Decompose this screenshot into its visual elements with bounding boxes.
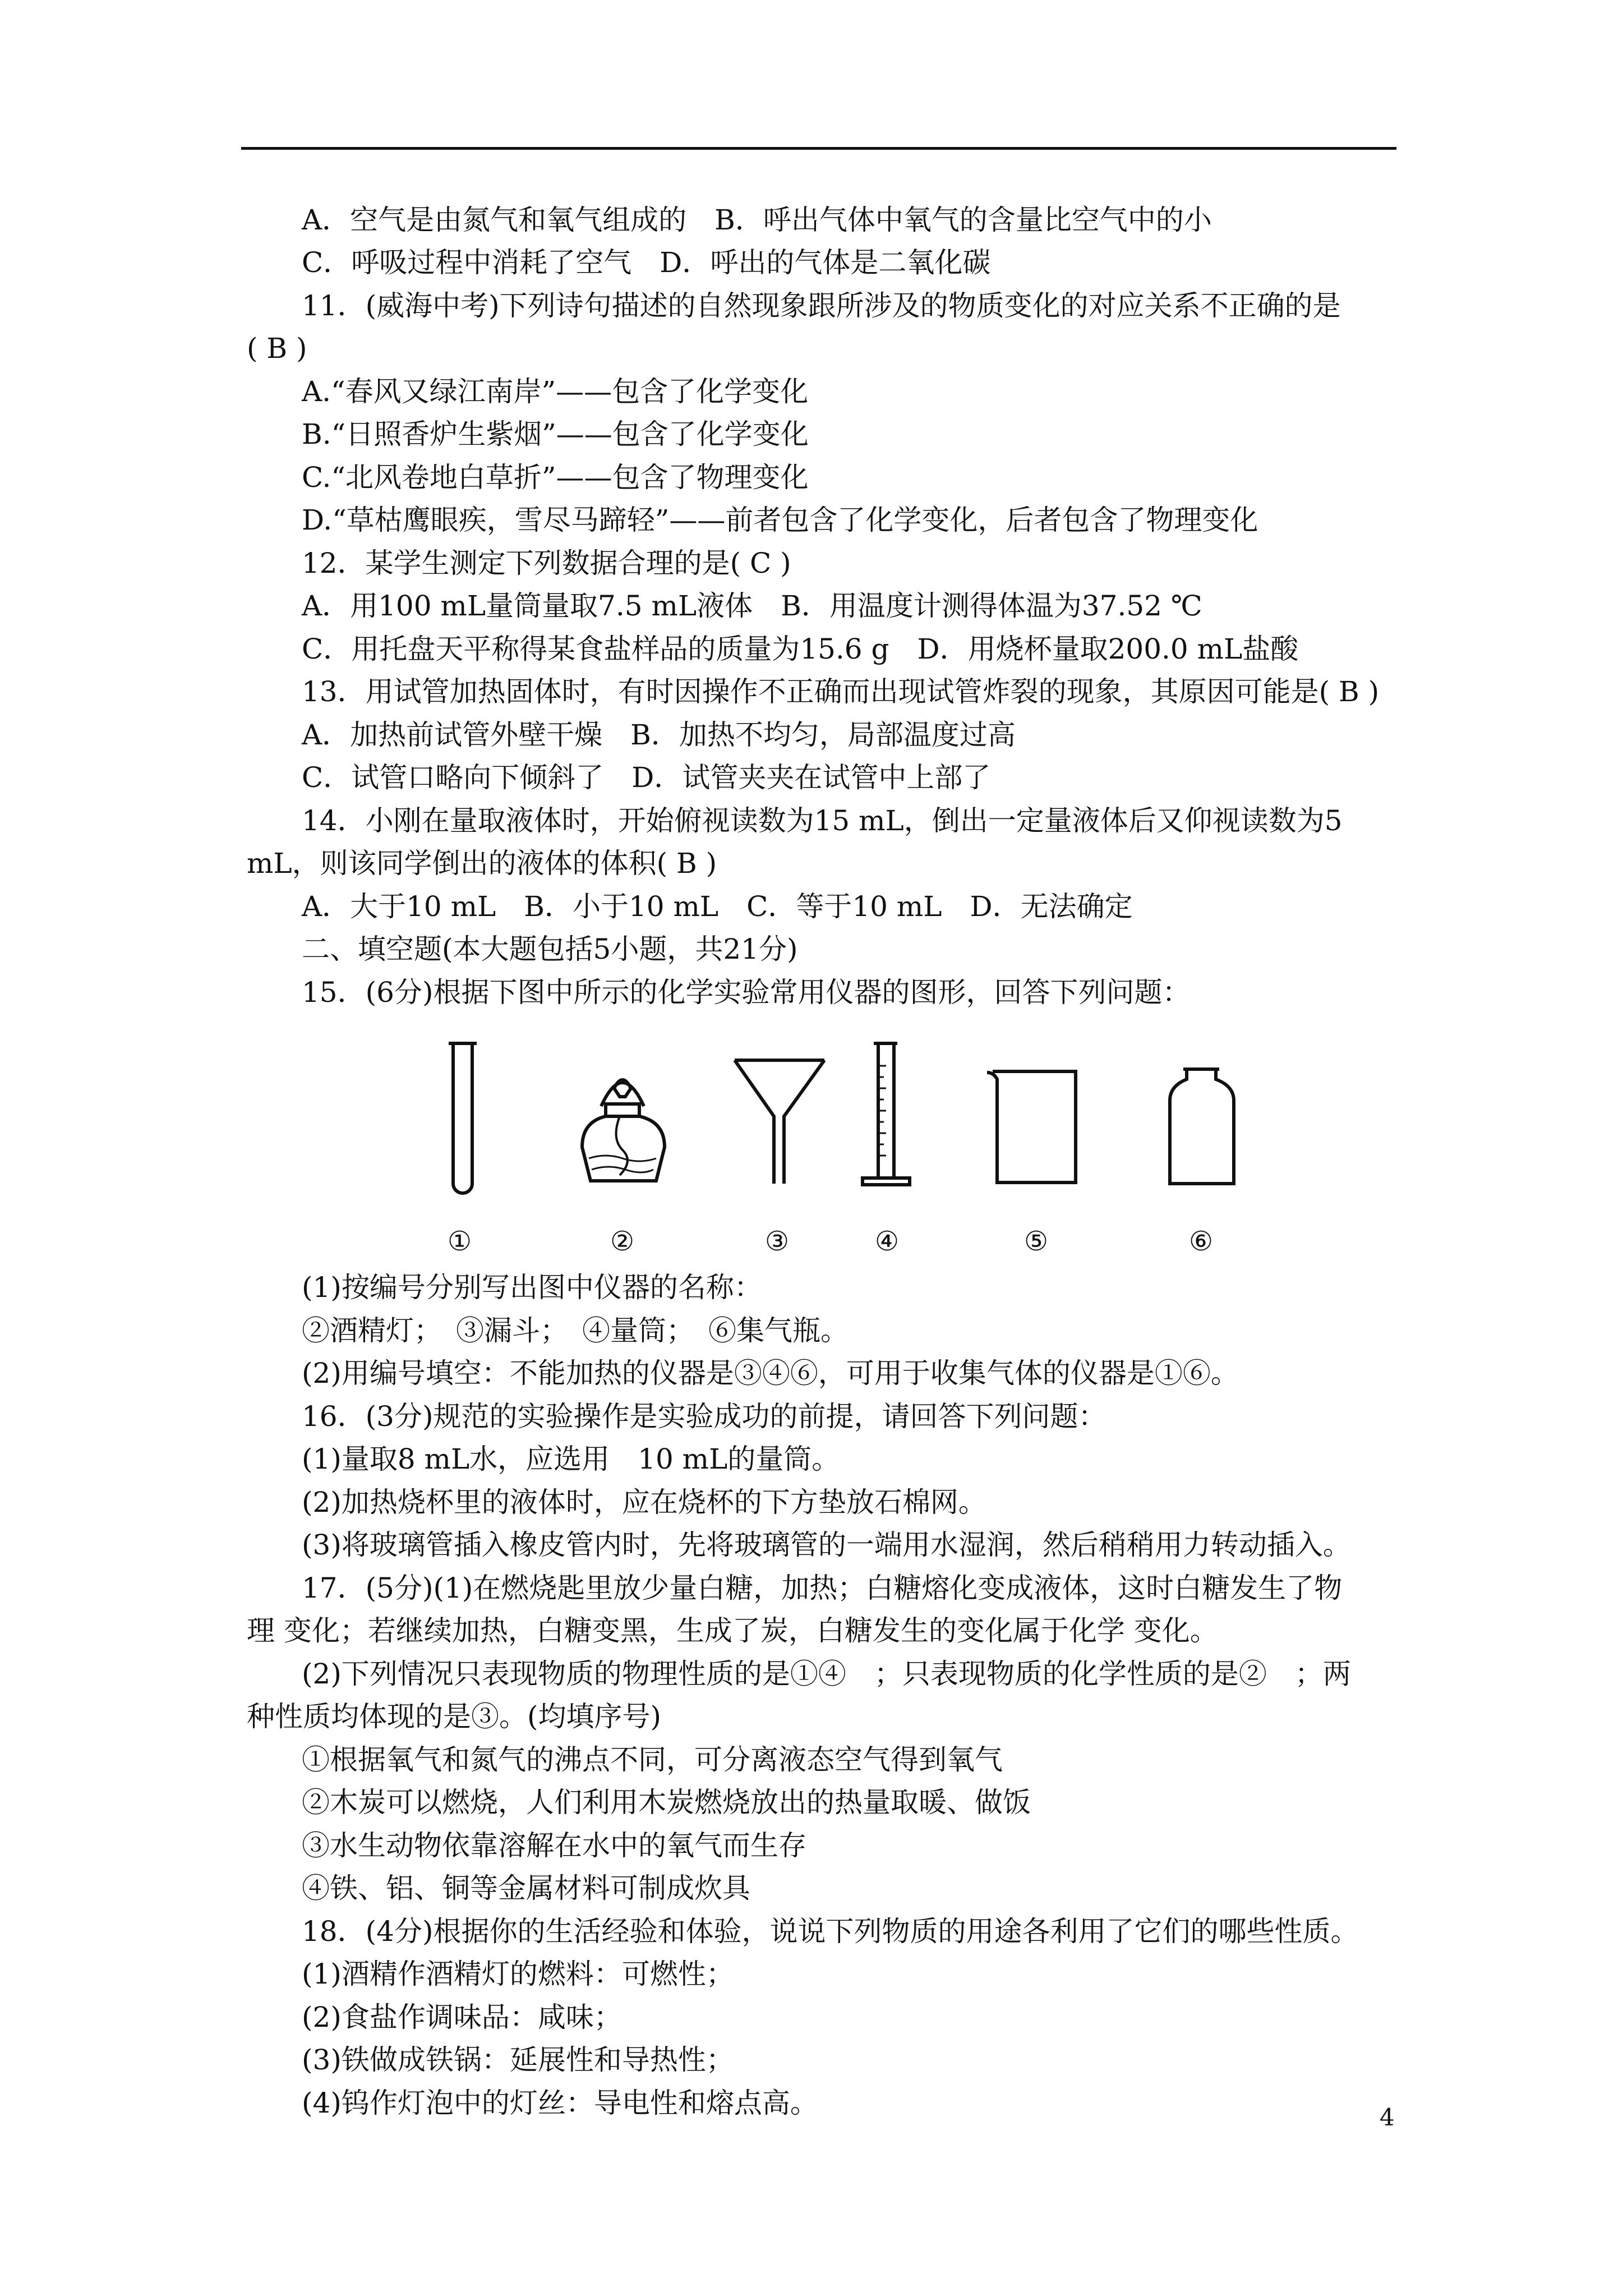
figure-label: ⑤ xyxy=(1024,1226,1049,1257)
text-line: (2)用编号填空：不能加热的仪器是③④⑥，可用于收集气体的仪器是①⑥。 xyxy=(302,1357,1239,1389)
text-line: 二、填空题(本大题包括5小题，共21分) xyxy=(302,933,798,965)
graduated-cylinder-icon xyxy=(863,1043,910,1185)
text-line: C．用托盘天平称得某食盐样品的质量为15.6 g D．用烧杯量取200.0 mL盐酸 xyxy=(302,633,1299,665)
text-line: mL，则该同学倒出的液体的体积( B ) xyxy=(247,847,717,880)
text-line: 13．用试管加热固体时，有时因操作不正确而出现试管炸裂的现象，其原因可能是( B ) xyxy=(302,675,1380,708)
text-line: ( B ) xyxy=(247,332,307,365)
text-line: A．加热前试管外壁干燥 B．加热不均匀，局部温度过高 xyxy=(302,719,1016,751)
text-line: C.“北风卷地白草折”——包含了物理变化 xyxy=(302,461,809,494)
text-line: (1)酒精作酒精灯的燃料：可燃性； xyxy=(302,1958,734,1990)
text-line: D.“草枯鹰眼疾，雪尽马蹄轻”——前者包含了化学变化，后者包含了物理变化 xyxy=(302,504,1258,536)
text-line: ②木炭可以燃烧，人们利用木炭燃烧放出的热量取暖、做饭 xyxy=(302,1786,1031,1819)
test-tube-icon xyxy=(449,1043,477,1193)
text-line: (4)钨作灯泡中的灯丝：导电性和熔点高。 xyxy=(302,2087,818,2119)
gas-jar-icon xyxy=(1170,1069,1234,1184)
text-line: B.“日照香炉生紫烟”——包含了化学变化 xyxy=(302,418,809,450)
text-line: 12．某学生测定下列数据合理的是( C ) xyxy=(302,547,791,579)
text-line: C．试管口略向下倾斜了 D．试管夹夹在试管中上部了 xyxy=(302,761,991,794)
text-line: 理 变化；若继续加热，白糖变黑，生成了炭，白糖发生的变化属于化学 变化。 xyxy=(247,1614,1218,1647)
text-line: 16．(3分)规范的实验操作是实验成功的前提，请回答下列问题： xyxy=(302,1400,1106,1433)
figure-label: ⑥ xyxy=(1189,1226,1214,1257)
text-line: (3)铁做成铁锅：延展性和导热性； xyxy=(302,2044,734,2076)
text-line: A．空气是由氮气和氧气组成的 B．呼出气体中氧气的含量比空气中的小 xyxy=(302,204,1212,236)
figure-label: ① xyxy=(448,1226,472,1257)
text-line: ①根据氧气和氮气的沸点不同，可分离液态空气得到氧气 xyxy=(302,1743,1003,1776)
text-line: 种性质均体现的是③。(均填序号) xyxy=(247,1700,662,1733)
header-rule xyxy=(241,147,1396,150)
figure-label: ④ xyxy=(875,1226,900,1257)
text-line: 15．(6分)根据下图中所示的化学实验常用仪器的图形，回答下列问题： xyxy=(302,976,1191,1009)
text-line: (2)食盐作调味品：咸味； xyxy=(302,2001,622,2033)
text-line: A.“春风又绿江南岸”——包含了化学变化 xyxy=(302,375,809,408)
text-line: (1)按编号分别写出图中仪器的名称： xyxy=(302,1271,762,1304)
beaker-icon xyxy=(987,1071,1076,1182)
alcohol-lamp-icon xyxy=(582,1080,665,1181)
text-line: (3)将玻璃管插入橡皮管内时，先将玻璃管的一端用水湿润，然后稍稍用力转动插入。 xyxy=(302,1529,1351,1561)
text-line: 18．(4分)根据你的生活经验和体验，说说下列物质的用途各利用了它们的哪些性质。 xyxy=(302,1915,1359,1948)
lab-apparatus-figure xyxy=(393,1032,1290,1257)
figure-label: ② xyxy=(610,1226,635,1257)
text-line: ②酒精灯； ③漏斗； ④量筒； ⑥集气瓶。 xyxy=(302,1314,849,1347)
figure-label: ③ xyxy=(765,1226,790,1257)
text-line: A．用100 mL量筒量取7.5 mL液体 B．用温度计测得体温为37.52 ℃ xyxy=(302,590,1202,622)
text-line: 11．(威海中考)下列诗句描述的自然现象跟所涉及的物质变化的对应关系不正确的是 xyxy=(302,289,1341,322)
page-number: 4 xyxy=(1380,2104,1395,2131)
text-line: ③水生动物依靠溶解在水中的氧气而生存 xyxy=(302,1829,806,1862)
text-line: (1)量取8 mL水，应选用 10 mL的量筒。 xyxy=(302,1443,840,1475)
text-line: A．大于10 mL B．小于10 mL C．等于10 mL D．无法确定 xyxy=(302,890,1133,923)
funnel-icon xyxy=(735,1060,824,1184)
text-line: 14．小刚在量取液体时，开始俯视读数为15 mL，倒出一定量液体后又仰视读数为5 xyxy=(302,804,1343,837)
text-line: 17．(5分)(1)在燃烧匙里放少量白糖，加热；白糖熔化变成液体，这时白糖发生了物 xyxy=(302,1572,1343,1604)
text-line: (2)加热烧杯里的液体时，应在烧杯的下方垫放石棉网。 xyxy=(302,1486,986,1519)
text-line: (2)下列情况只表现物质的物理性质的是①④ ；只表现物质的化学性质的是② ；两 xyxy=(302,1658,1351,1690)
text-line: ④铁、铝、铜等金属材料可制成炊具 xyxy=(302,1872,750,1904)
text-line: C．呼吸过程中消耗了空气 D．呼出的气体是二氧化碳 xyxy=(302,246,991,279)
